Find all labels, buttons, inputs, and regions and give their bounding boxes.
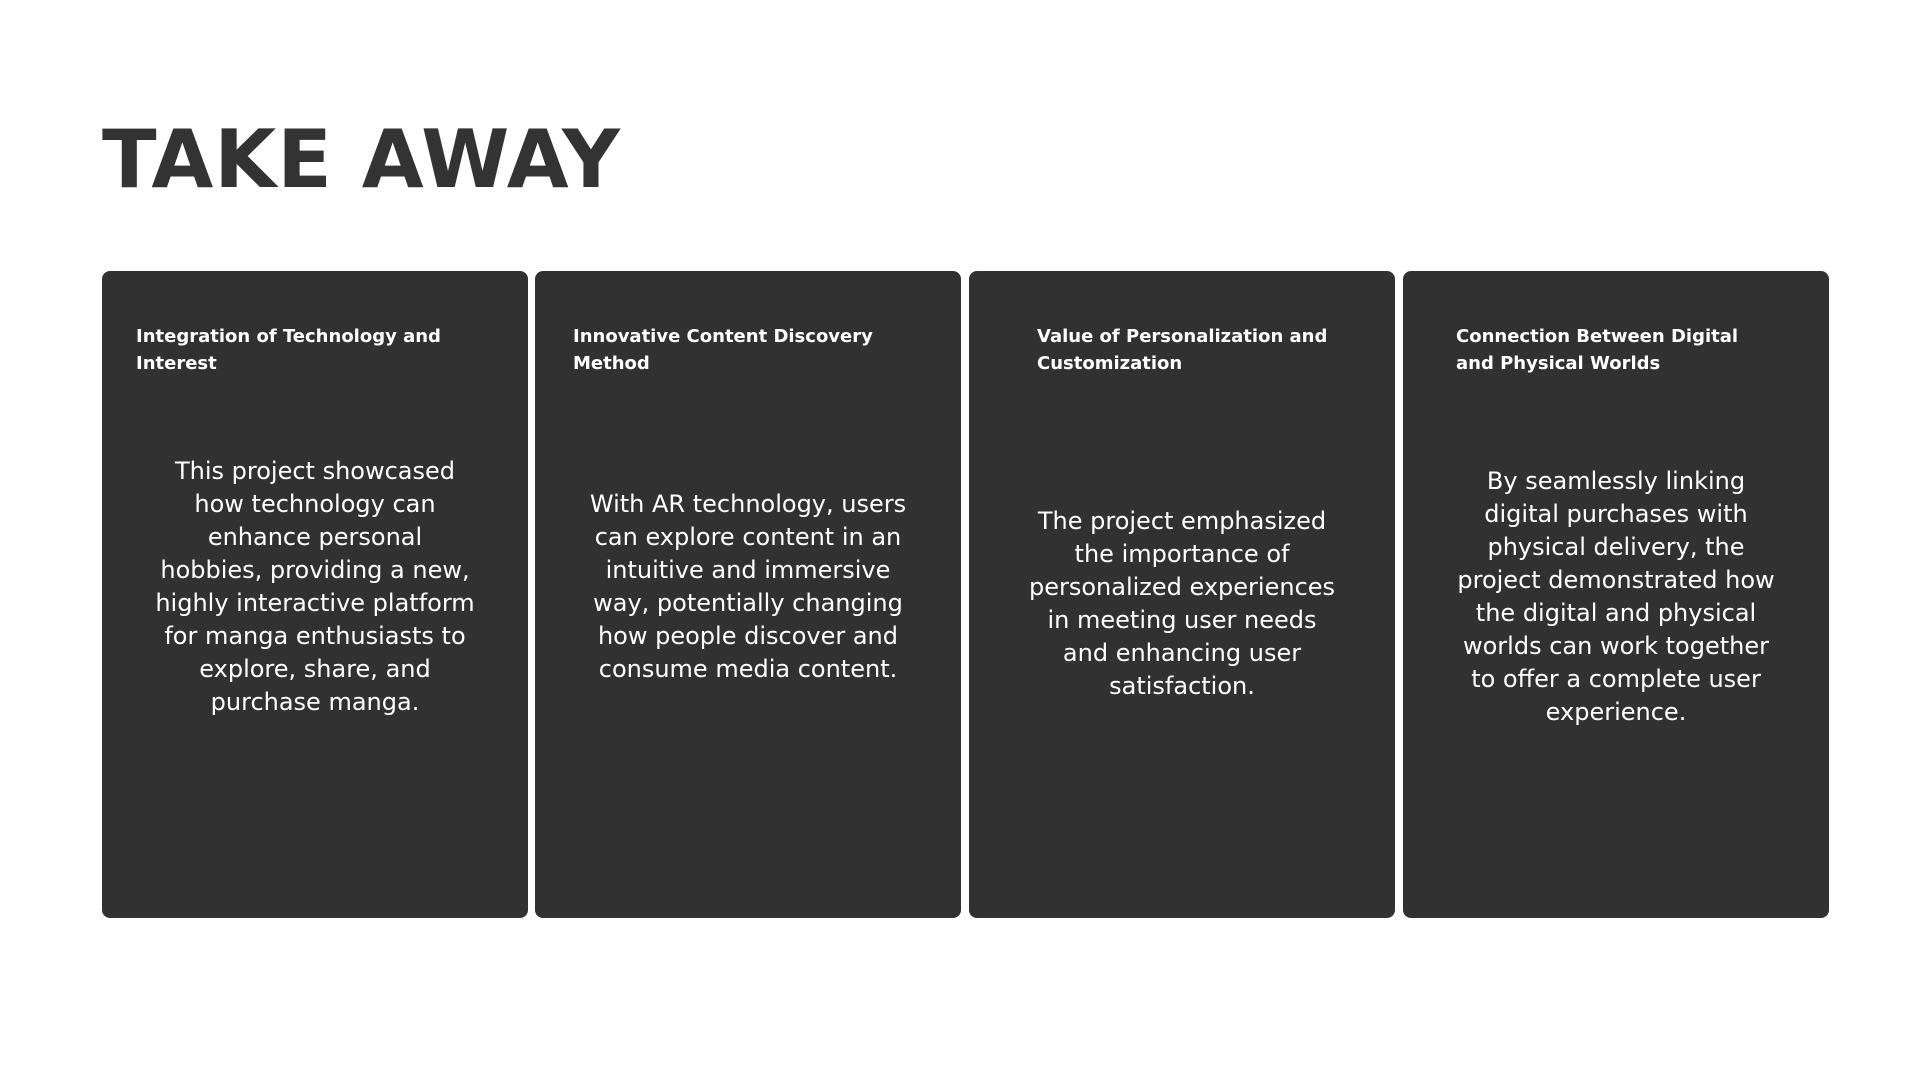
card-body: With AR technology, users can explore content in an intuitive and immersive way, potentially changing how people discover and consume media content. [589,490,907,683]
takeaway-card-content-discovery [535,271,961,918]
card-body: By seamlessly linking digital purchases with physical delivery, the project demonstrated how the digital and physical worlds can work together to offer a complete user experience. [1457,467,1775,726]
takeaway-card-technology-interest [102,271,528,918]
takeaway-card-personalization [969,271,1395,918]
card-title: Innovative Content Discovery Method [573,326,873,374]
takeaway-card-digital-physical [1403,271,1829,918]
card-body: This project showcased how technology can enhance personal hobbies, providing a new, highly interactive platform for manga enthusiasts to explore, share, and purchase manga. [155,457,475,716]
page-title: TAKE AWAY [102,113,621,206]
card-title: Connection Between Digital and Physical Worlds [1456,326,1739,374]
card-title: Integration of Technology and Interest [136,326,441,374]
card-title: Value of Personalization and Customization [1037,326,1328,374]
card-body: The project emphasized the importance of personalized experiences in meeting user needs and enhancing user satisfaction. [1028,507,1336,700]
